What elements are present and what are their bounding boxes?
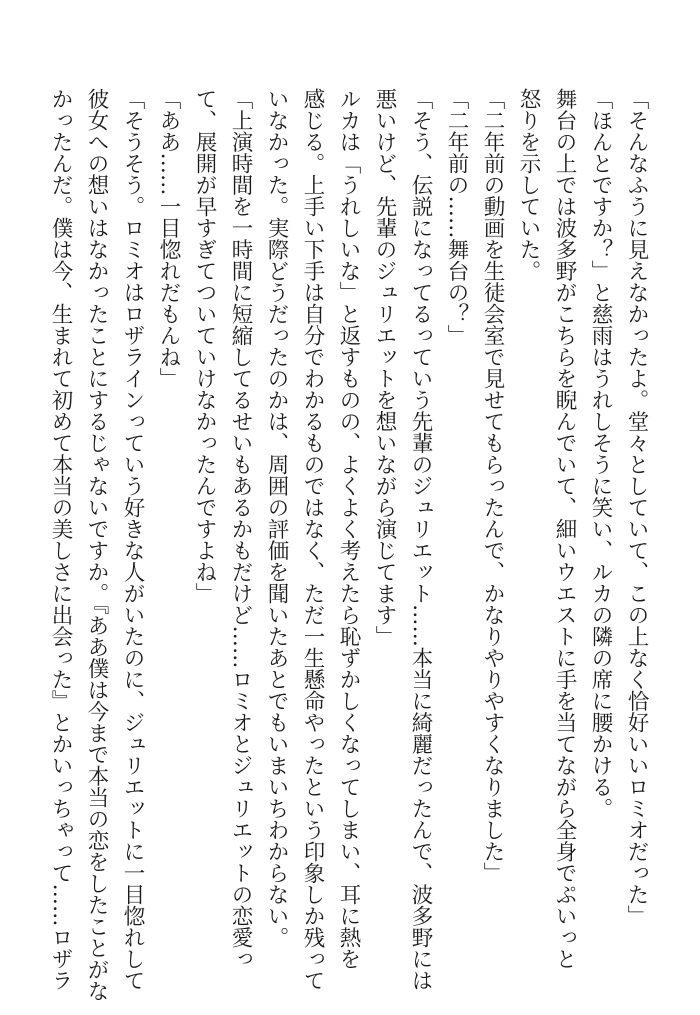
text-line-1: 「そんなふうに見えなかったよ。堂々としていて、この上なく恰好いいロミオだった」 (624, 88, 649, 927)
text-line-10: 感じる。上手い下手は自分でわかるものではなく、ただ一生懸命やったという印象しか残って (300, 88, 325, 991)
text-line-17: かったんだ。僕は今、生まれて初めて本当の美しさに出会った』とかいっちゃって……ロザラ (48, 88, 73, 991)
text-line-3: 舞台の上では波多野がこちらを睨んでいて、細いウエストに手を当てながら全身でぷいっと (552, 88, 577, 970)
text-line-15: 「そうそう。ロミオはロザラインっていう好きな人がいたのに、ジュリエットに一目惚れして (120, 88, 145, 991)
text-line-16: 彼女への想いはなかったことにするじゃないですか。『ああ僕は今まで本当の恋をしたことがな (84, 88, 109, 1002)
text-line-2: 「ほんとですか？」と慈雨はうれしそうに笑い、ルカの隣の席に腰かける。 (588, 88, 613, 819)
text-line-4: 怒りを示していた。 (516, 88, 541, 282)
text-line-6: 「二年前の……舞台の？」 (444, 88, 469, 346)
text-line-5: 「二年前の動画を生徒会室で見せてもらったんで、かなりやりやすくなりました」 (480, 88, 505, 884)
text-line-14: 「ああ……一目惚れだもんね」 (156, 88, 181, 389)
text-line-9: ルカは「うれしいな」と返すものの、よくよく考えたら恥ずかしくなってしまい、耳に熱を (336, 88, 361, 970)
novel-page (48, 88, 654, 1002)
text-line-8: 悪いけど、先輩のジュリエットを想いながら演じてます」 (372, 88, 397, 647)
text-line-12: 「上演時間を一時間に短縮してるせいもあるかもだけど……ロミオとジュリエットの恋愛っ (228, 88, 253, 970)
text-line-13: て、展開が早すぎてついていけなかったんですよね」 (192, 88, 217, 604)
text-line-11: いなかった。実際どうだったのかは、周囲の評価を聞いたあとでもいまいちわからない。 (264, 88, 289, 948)
text-line-7: 「そう、伝説になってるっていう先輩のジュリエット……本当に綺麗だったんで、波多野には (408, 88, 433, 991)
